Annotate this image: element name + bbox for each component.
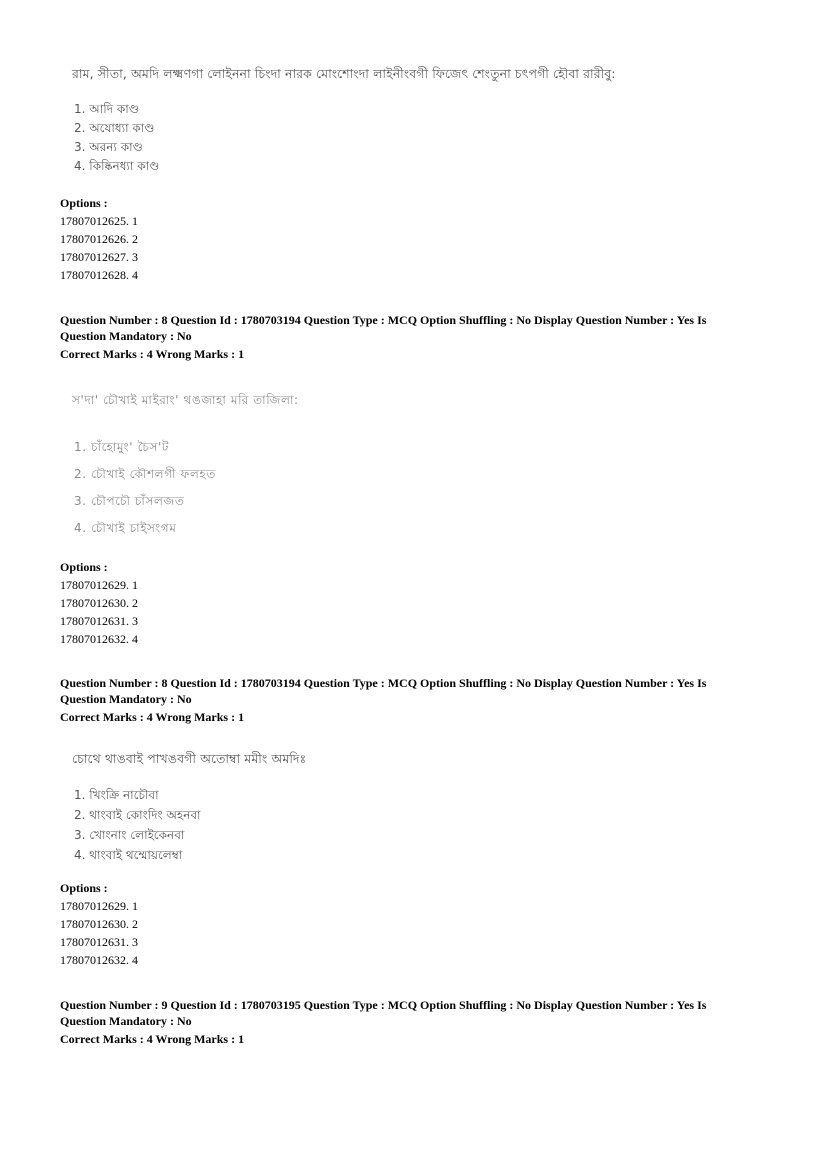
- options-label: Options :: [60, 196, 108, 210]
- choice-item: 2. থাংবাই কোংদিং অহনবা: [74, 808, 201, 822]
- meta-line: Question Number : 9 Question Id : 1780703195 Question Type : MCQ Option Shuffling : No Display Question Number : Yes Is: [60, 998, 707, 1012]
- question-image-3: [60, 751, 700, 865]
- choice-item: 2. অযোধ্যা কাণ্ড: [74, 121, 155, 135]
- options-label: Options :: [60, 881, 108, 895]
- option-item: 17807012629. 1: [60, 899, 138, 913]
- option-item: 17807012632. 4: [60, 953, 138, 967]
- question-image-2: [60, 392, 700, 542]
- choice-item: 3. খোংনাং লোইকেনবা: [74, 828, 185, 842]
- options-block: [60, 194, 780, 284]
- choice-item: 2. চৌখাই কৌশলগী ফলহত: [74, 467, 216, 481]
- options-block: [60, 879, 780, 969]
- option-item: 17807012630. 2: [60, 596, 138, 610]
- question-stem: রাম, সীতা, অমদি লক্ষ্মণগা লোইননা চিংদা নারক মোংশোংদা লাইনীংবগী ফিজেৎ শেংতুনা চৎপগী হৌবা রারীবু:: [72, 66, 616, 81]
- option-item: 17807012631. 3: [60, 614, 138, 628]
- choice-item: 4. থাংবাই থম্মোয়লেম্বা: [74, 848, 183, 862]
- choice-item: 4. কিষ্কিনধ্যা কাণ্ড: [74, 159, 160, 173]
- meta-line: Question Number : 8 Question Id : 1780703194 Question Type : MCQ Option Shuffling : No Display Question Number : Yes Is: [60, 676, 707, 690]
- meta-line: Question Mandatory : No: [60, 328, 192, 343]
- choice-list: [60, 100, 700, 176]
- option-item: 17807012629. 1: [60, 578, 138, 592]
- question-stem: চোথে থাঙবাই পাখঙবগী অতোম্বা মমীং অমদিঃ: [72, 751, 307, 766]
- option-item: 17807012631. 3: [60, 935, 138, 949]
- options-label: Options :: [60, 560, 108, 574]
- question-stem: স'দা' চৌখাই মাইরাং' থঙজাহা মরি তাজিলা:: [72, 393, 299, 407]
- choice-item: 4. চৌখাই চাইসংগম: [74, 521, 177, 535]
- choice-item: 1. আদি কাণ্ড: [74, 102, 139, 116]
- option-item: 17807012630. 2: [60, 917, 138, 931]
- marks-line: Correct Marks : 4 Wrong Marks : 1: [60, 347, 245, 361]
- marks-line: Correct Marks : 4 Wrong Marks : 1: [60, 710, 245, 724]
- choice-item: 3. চৌপচৌ চাঁসলজত: [74, 494, 185, 508]
- question-meta: [60, 998, 760, 1048]
- option-item: 17807012632. 4: [60, 632, 138, 646]
- meta-line: Question Number : 8 Question Id : 1780703194 Question Type : MCQ Option Shuffling : No Display Question Number : Yes Is: [60, 313, 707, 327]
- question-image-1: [60, 66, 700, 176]
- option-item: 17807012628. 4: [60, 268, 138, 282]
- choice-list: [60, 785, 700, 865]
- options-block: [60, 558, 780, 648]
- choice-item: 3. অরন্য কাণ্ড: [74, 140, 143, 154]
- choice-item: 1. খিংক্রি নাচৌবা: [74, 788, 159, 802]
- option-item: 17807012626. 2: [60, 232, 138, 246]
- meta-line: Question Mandatory : No: [60, 1013, 192, 1028]
- question-meta: [60, 676, 760, 726]
- question-meta: [60, 313, 760, 363]
- marks-line: Correct Marks : 4 Wrong Marks : 1: [60, 1032, 245, 1046]
- option-item: 17807012627. 3: [60, 250, 138, 264]
- option-item: 17807012625. 1: [60, 214, 138, 228]
- meta-line: Question Mandatory : No: [60, 691, 192, 706]
- choice-item: 1. চাঁহোমুং' চৈস'ট: [74, 440, 170, 454]
- choice-list: [60, 434, 700, 542]
